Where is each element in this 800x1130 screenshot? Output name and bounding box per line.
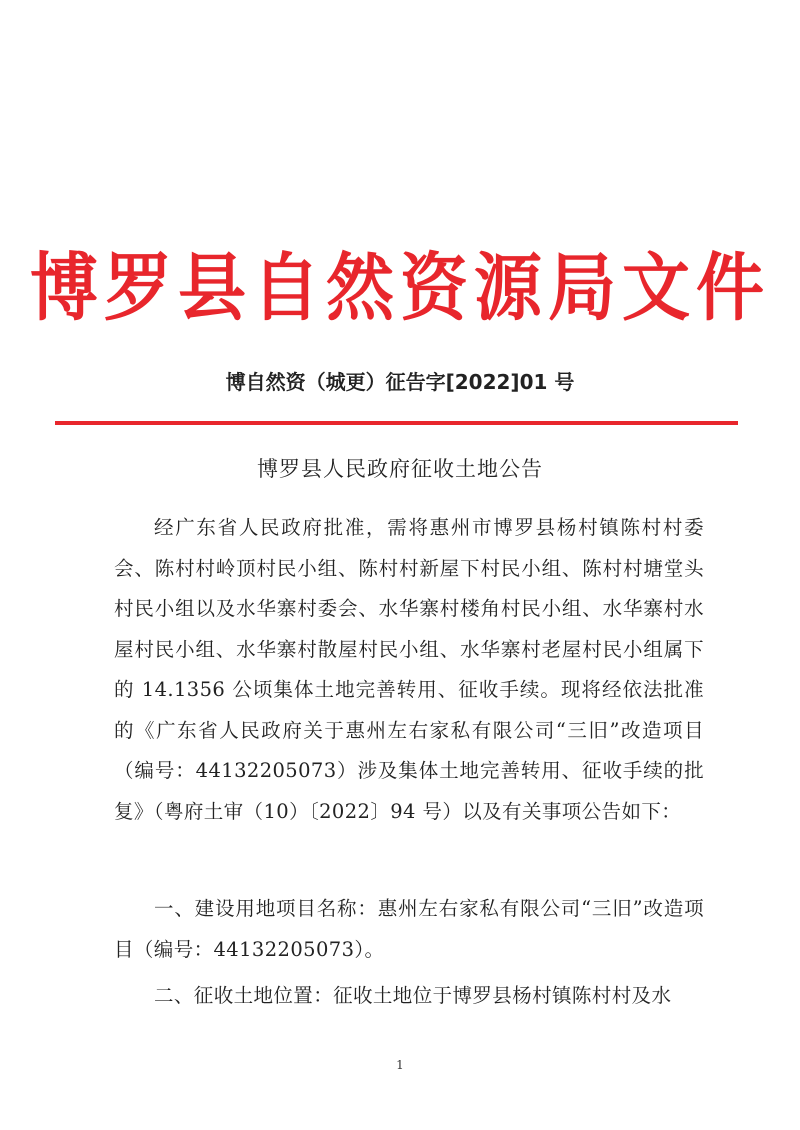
notice-body-paragraph: 经广东省人民政府批准，需将惠州市博罗县杨村镇陈村村委会、陈村村岭顶村民小组、陈村村新屋下村民小组、陈村村塘堂头村民小组以及水华寨村委会、水华寨村楼角村民小组、水华寨村水屋村民小组、水华寨村散屋村民小组、水华寨村老屋村民小组属下的 14.1356 公顷集体土地完善转用、征收手续。现将经依法批准的《广东省人民政府关于惠州左右家私有限公司“三旧”改造项目（编号：44132205073）涉及集体土地完善转用、征收手续的批复》（粤府土审（10）〔2022〕94 号）以及有关事项公告如下： [114,516,704,823]
notice-item-land-location: 二、征收土地位置：征收土地位于博罗县杨村镇陈村村及水 [154,984,672,1007]
document-number: 博自然资（城更）征告字[2022]01 号 [225,370,575,394]
org-header-title: 博罗县自然资源局文件 [29,245,770,332]
notice-title: 博罗县人民政府征收土地公告 [257,457,543,481]
red-divider-line [55,421,738,425]
page-number: 1 [396,1058,404,1072]
notice-item-project-name: 一、建设用地项目名称：惠州左右家私有限公司“三旧”改造项目（编号：44132205073）。 [114,897,704,961]
